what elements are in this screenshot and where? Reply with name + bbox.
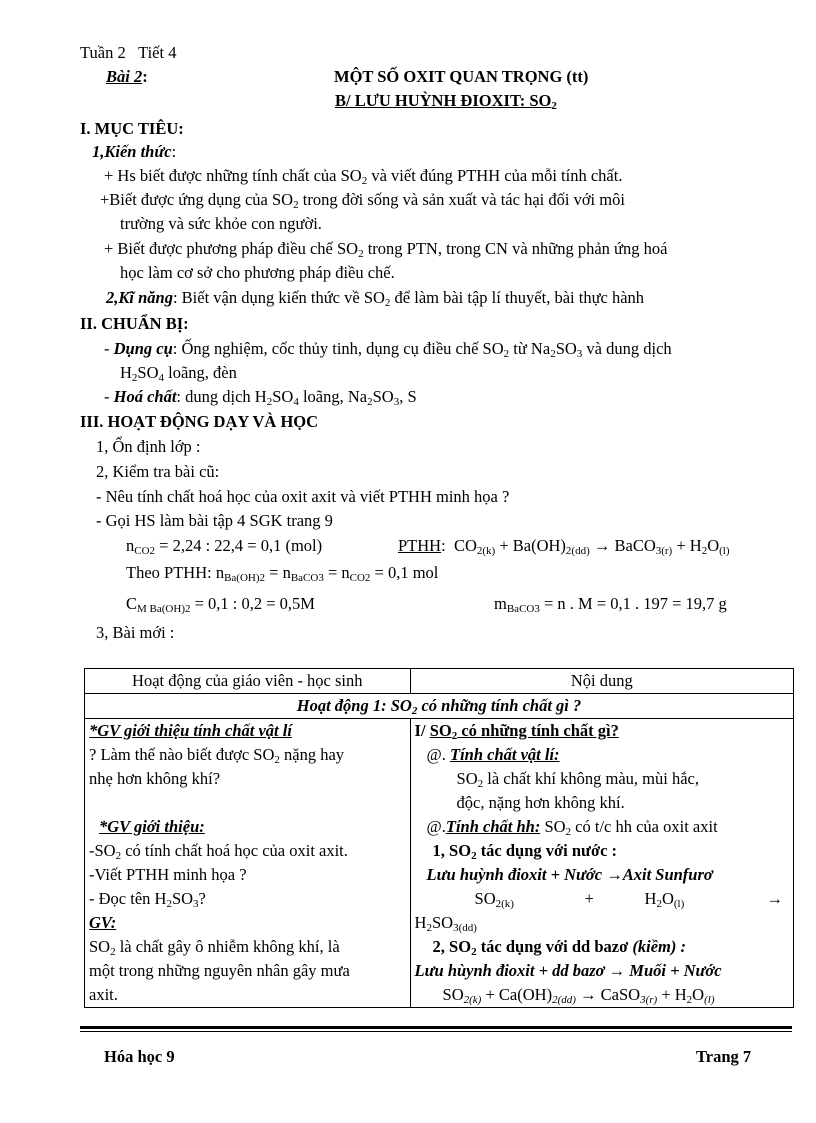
tools-line-cont: $H_2SO_4$ loãng, đèn — [120, 363, 237, 384]
step-1: 1, Ổn định lớp : — [96, 437, 201, 456]
step-2: 2, Kiểm tra bài cũ: — [96, 462, 220, 481]
question-1: - Nêu tính chất hoá học của oxit axit và viết PTHH minh họa ? — [96, 487, 510, 506]
question-2: - Gọi HS làm bài tập 4 SGK trang 9 — [96, 511, 333, 530]
knowledge-item-3: + Biết được phương pháp điều chế $SO_2$ trong PTN, trong CN và những phản ứng hoá — [104, 239, 668, 260]
activity-body-row — [85, 719, 794, 1008]
page-subtitle: B/ LƯU HUỲNH ĐIOXIT: $SO_2$ — [335, 91, 557, 112]
section-heading-activities: III. HOẠT ĐỘNG DẠY VÀ HỌC — [80, 412, 319, 431]
knowledge-label: 1,Kiến thức: — [92, 142, 177, 161]
week-label: Tuần 2 Tiết 4 — [80, 43, 177, 62]
left-line-8: - Đọc tên $H_2SO_3$? — [89, 889, 206, 910]
right-line-6: 1, $SO_2$ tác dụng với nước : — [432, 841, 618, 862]
section-heading-objectives: I. MỤC TIÊU: — [80, 119, 184, 138]
right-line-9: $H_2SO_{3(dd)}$ — [414, 913, 477, 934]
activity-table — [84, 668, 794, 1008]
activity-title: Hoạt động 1: $SO_2$ có những tính chất gì ? — [85, 694, 794, 719]
tools-line: - Dụng cụ: Ống nghiệm, cốc thủy tinh, dụng cụ điều chế $SO_2$ từ $Na_2SO_3$ và dung dịch — [104, 339, 672, 360]
table-header-content: Nội dung — [410, 669, 793, 694]
step-3: 3, Bài mới : — [96, 623, 175, 642]
calc-concentration: $C_{M Ba(OH)2} = 0,1$ : 0,2 = 0,5M — [126, 594, 315, 615]
calc-moles-co2: $n_{CO2} = 2,24$ : 22,4 = 0,1 (mol) — [126, 536, 323, 557]
left-line-blank — [89, 791, 406, 815]
right-line-10: 2, $SO_2$ tác dụng với dd bazơ (kiềm) : — [432, 937, 686, 958]
left-line-5: *GV giới thiệu: — [99, 817, 205, 836]
right-line-7: Lưu huỳnh đioxit + Nước →Axit Sunfurơ — [426, 865, 713, 884]
footer-page: Trang 7 — [696, 1047, 752, 1066]
left-line-2: ? Làm thế nào biết được $SO_2$ nặng hay — [89, 745, 345, 766]
footer-subject: Hóa học 9 — [104, 1047, 175, 1066]
footer-rule-thin — [80, 1031, 792, 1032]
knowledge-item-2-cont: trường và sức khỏe con người. — [120, 214, 322, 233]
left-line-9: GV: — [89, 913, 117, 932]
knowledge-item-2: +Biết được ứng dụng của $SO_2$ trong đời sống và sản xuất và tác hại đối với môi — [100, 190, 625, 211]
calc-mass: $m_{BaCO3} = n$ . M = 0,1 . 197 = 19,7 g — [494, 594, 727, 615]
left-line-10: $SO_2$ là chất gây ô nhiễm không khí, là — [89, 937, 340, 958]
right-line-8: $SO_{2(k)}$ + $H_2O_{(l)}$ → — [474, 889, 784, 910]
table-header-teacher: Hoạt động của giáo viên - học sinh — [85, 669, 411, 694]
lesson-label: Bài 2: — [106, 67, 148, 86]
right-line-3: $SO_2$ là chất khí không màu, mùi hắc, — [456, 769, 699, 790]
teacher-activities — [85, 719, 411, 1008]
left-line-6: $-SO_2$ có tính chất hoá học của oxit axit. — [89, 841, 348, 862]
pthh-equation: PTHH: $CO_{2(k)} + Ba(OH)_{2(dd)}$ → BaCO$_{3(r)}$ + $H_2O_{(l)}$ — [398, 536, 730, 557]
left-line-11: một trong những nguyên nhân gây mưa — [89, 961, 350, 980]
lesson-content — [410, 719, 793, 1008]
right-line-5: @.Tính chất hh: $SO_2$ có t/c hh của oxit axit — [426, 817, 718, 838]
left-line-12: axit. — [89, 985, 118, 1004]
knowledge-item-3-cont: học làm cơ sở cho phương pháp điều chế. — [120, 263, 395, 282]
knowledge-item-1: + Hs biết được những tính chất của $SO_2$ và viết đúng PTHH của mỗi tính chất. — [104, 166, 623, 187]
left-line-7: -Viết PTHH minh họa ? — [89, 865, 247, 884]
left-line-3: nhẹ hơn không khí? — [89, 769, 221, 788]
right-line-1: I/ $SO_2$ có những tính chất gì? — [414, 721, 619, 742]
right-line-11: Lưu hùynh đioxit + dd bazơ → Muối + Nước — [414, 961, 722, 980]
table-header-row — [85, 669, 794, 694]
activity-title-row — [85, 694, 794, 719]
chemicals-line: - Hoá chất: dung dịch $H_2SO_4$ loãng, $Na_2SO_3$, S — [104, 387, 417, 408]
left-line-1: *GV giới thiệu tính chất vật lí — [89, 721, 292, 740]
right-line-12: $SO_{2(k)} + Ca(OH)_{2(dd)}$ → CaSO$_{3(r)}$ + $H_2O_{(l)}$ — [442, 985, 715, 1006]
page-title: MỘT SỐ OXIT QUAN TRỌNG (tt) — [334, 67, 589, 86]
section-heading-preparation: II. CHUẨN BỊ: — [80, 314, 189, 333]
right-line-2: @. Tính chất vật lí: — [426, 745, 560, 764]
right-line-4: độc, nặng hơn không khí. — [456, 793, 625, 812]
calc-theo-pthh: Theo PTHH: $n_{Ba(OH)2} = n_{BaCO3} = n_{CO2} = 0,1$ mol — [126, 563, 439, 584]
skill-line: 2,Kĩ năng: Biết vận dụng kiến thức về $SO_2$ để làm bài tập lí thuyết, bài thực hành — [106, 288, 645, 309]
footer-rule-thick — [80, 1026, 792, 1029]
